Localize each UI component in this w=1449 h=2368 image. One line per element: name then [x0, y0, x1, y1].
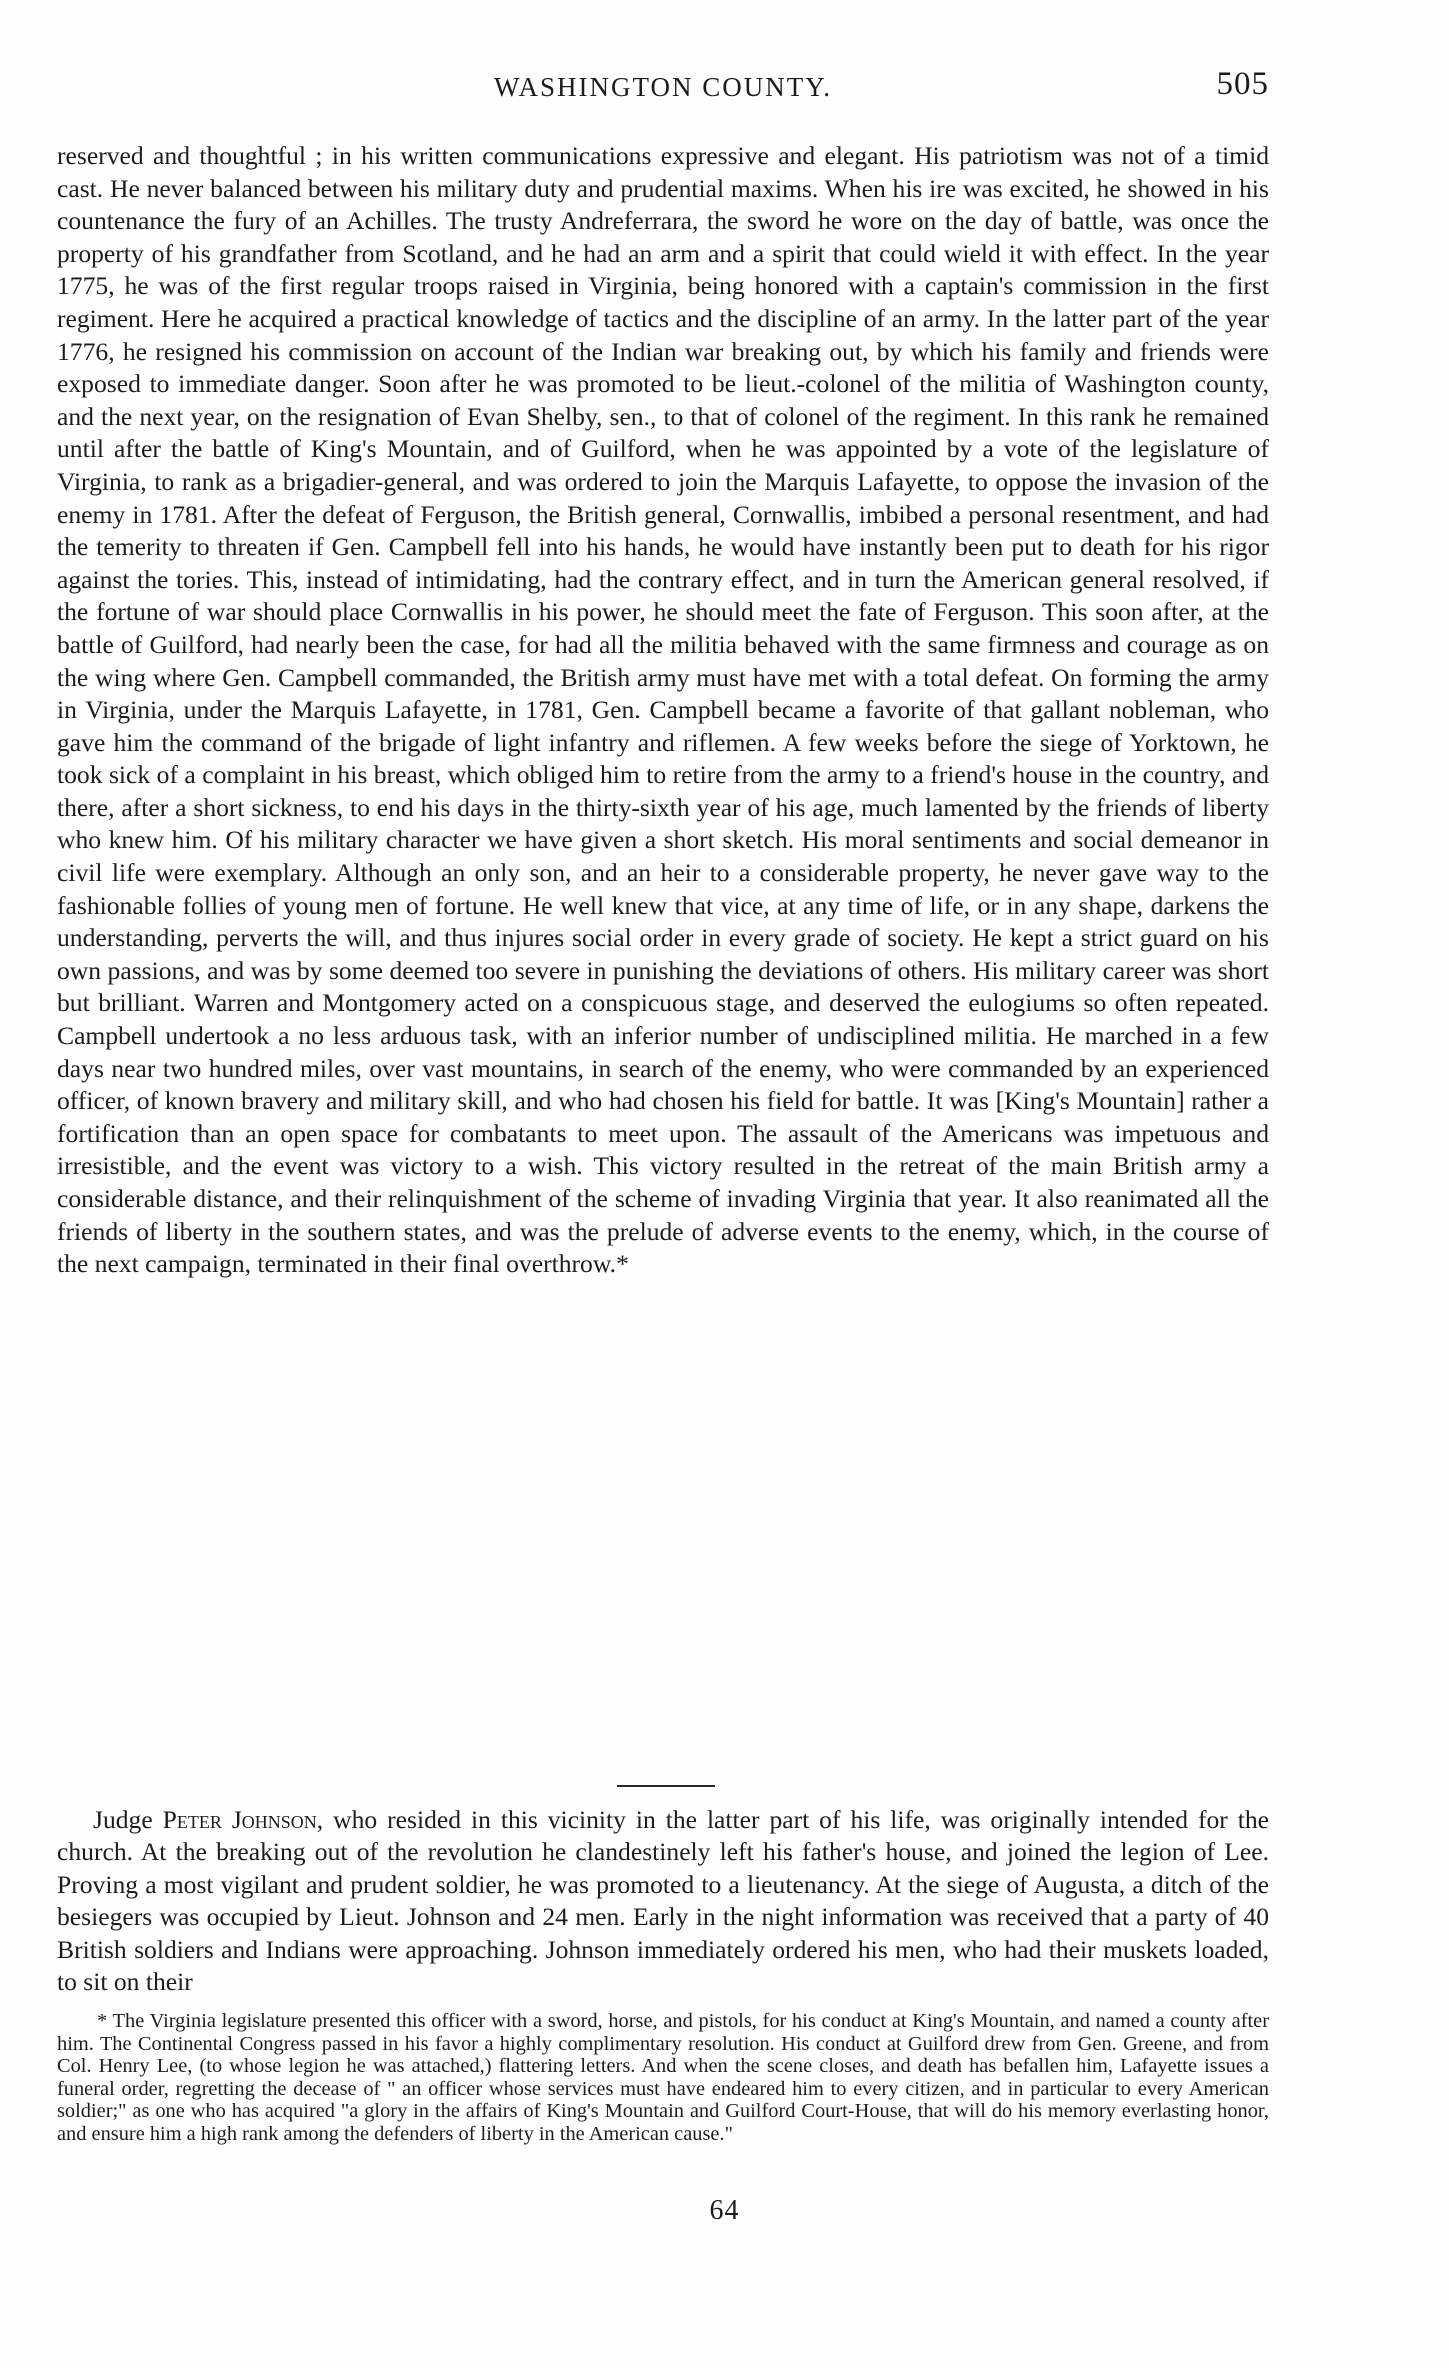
johnson-paragraph	[57, 1804, 1269, 1998]
footnote	[57, 2010, 1269, 2195]
signature-mark: 64	[709, 2195, 740, 2226]
campbell-paragraph: reserved and thoughtful ; in his written communications expressive and elegant. His patriotism was not of a timid cast. He never balanced between his military duty and prudential maxims. When his ire was excited, he showed in his countenance the fury of an Achilles. The trusty Andreferrara, the sword he wore on the day of battle, was once the property of his grandfather from Scotland, and he had an arm and a spirit that could wield it with effect. In the year 1775, he was of the first regular troops raised in Virginia, being honored with a captain's commission in the first regiment. Here he acquired a practical knowledge of tactics and the discipline of an army. In the latter part of the year 1776, he resigned his commission on account of the Indian war breaking out, by which his family and friends were exposed to immediate danger. Soon after he was promoted to be lieut.-colonel of the militia of Washington county, and the next year, on the resignation of Evan Shelby, sen., to that of colonel of the regiment. In this rank he remained until after the battle of King's Mountain, and of Guilford, when he was appointed by a vote of the legislature of Virginia, to rank as a brigadier-general, and was ordered to join the Marquis Lafayette, to oppose the invasion of the enemy in 1781. After the defeat of Ferguson, the British general, Cornwallis, imbibed a personal resentment, and had the temerity to threaten if Gen. Campbell fell into his hands, he would have instantly been put to death for his rigor against the tories. This, instead of intimidating, had the contrary effect, and in turn the American general resolved, if the fortune of war should place Cornwallis in his power, he should meet the fate of Ferguson. This soon after, at the battle of Guilford, had nearly been the case, for had all the militia behaved with the same firmness and courage as on the wing where Gen. Campbell commanded, the British army must have met with a total defeat. On forming the army in Virginia, under the Marquis Lafayette, in 1781, Gen. Campbell became a favorite of that gallant nobleman, who gave him the command of the brigade of light infantry and riflemen. A few weeks before the siege of Yorktown, he took sick of a complaint in his breast, which obliged him to retire from the army to a friend's house in the country, and there, after a short sickness, to end his days in the thirty-sixth year of his age, much lamented by the friends of liberty who knew him. Of his military character we have given a short sketch. His moral sentiments and social demeanor in civil life were exemplary. Although an only son, and an heir to a considerable property, he never gave way to the fashionable follies of young men of fortune. He well knew that vice, at any time of life, or in any shape, darkens the understanding, perverts the will, and thus injures social order in every grade of society. He kept a strict guard on his own passions, and was by some deemed too severe in punishing the deviations of others. His military career was short but brilliant. Warren and Montgomery acted on a conspicuous stage, and deserved the eulogiums so often repeated. Campbell undertook a no less arduous task, with an inferior number of undisciplined militia. He marched in a few days near two hundred miles, over vast mountains, in search of the enemy, who were commanded by an experienced officer, of known bravery and military skill, and who had chosen his field for battle. It was [King's Mountain] rather a fortification than an open space for combatants to meet upon. The assault of the Americans was impetuous and irresistible, and the event was victory to a wish. This victory resulted in the retreat of the main British army a considerable distance, and their relinquishment of the scheme of invading Virginia that year. It also reanimated all the friends of liberty in the southern states, and was the prelude of adverse events to the enemy, which, in the course of the next campaign, terminated in their final overthrow.*	[57, 141, 1269, 1279]
section-divider	[617, 1785, 715, 1787]
johnson-text: , who resided in this vicinity in the latter part of his life, was originally intended for the church. At the breaking out of the revolution he clandestinely left his father's house, and joined the legion of Lee. Proving a most vigilant and prudent soldier, he was promoted to a lieutenancy. At the siege of Augusta, a ditch of the besiegers was occupied by Lieut. Johnson and 24 men. Early in the night information was received that a party of 40 British soldiers and Indians were approaching. Johnson immediately ordered his men, who had their muskets loaded, to sit on their	[57, 1805, 1270, 1997]
second-text-block	[57, 1804, 1270, 1997]
running-title: WASHINGTON COUNTY.	[493, 72, 832, 102]
page-number: 505	[1216, 66, 1269, 102]
johnson-name: Peter Johnson	[162, 1805, 317, 1834]
johnson-lead: Judge	[93, 1805, 163, 1834]
footnote-text: * The Virginia legislature presented this officer with a sword, horse, and pistols, for his conduct at King's Mountain, and named a county after him. The Continental Congress passed in his favor a highly complimentary resolution. His conduct at Guilford drew from Gen. Greene, and from Col. Henry Lee, (to whose legion he was attached,) flattering letters. And when the scene closes, and death has befallen him, Lafayette issues a funeral order, regretting the decease of " an officer whose services must have endeared him to every citizen, and in particular to every American soldier;" as one who has acquired "a glory in the affairs of King's Mountain and Guilford Court-House, that will do his memory everlasting honor, and ensure him a high rank among the defenders of liberty in the American cause."	[57, 2010, 1269, 2145]
main-text-block	[57, 140, 1269, 1770]
running-head	[57, 66, 1269, 106]
